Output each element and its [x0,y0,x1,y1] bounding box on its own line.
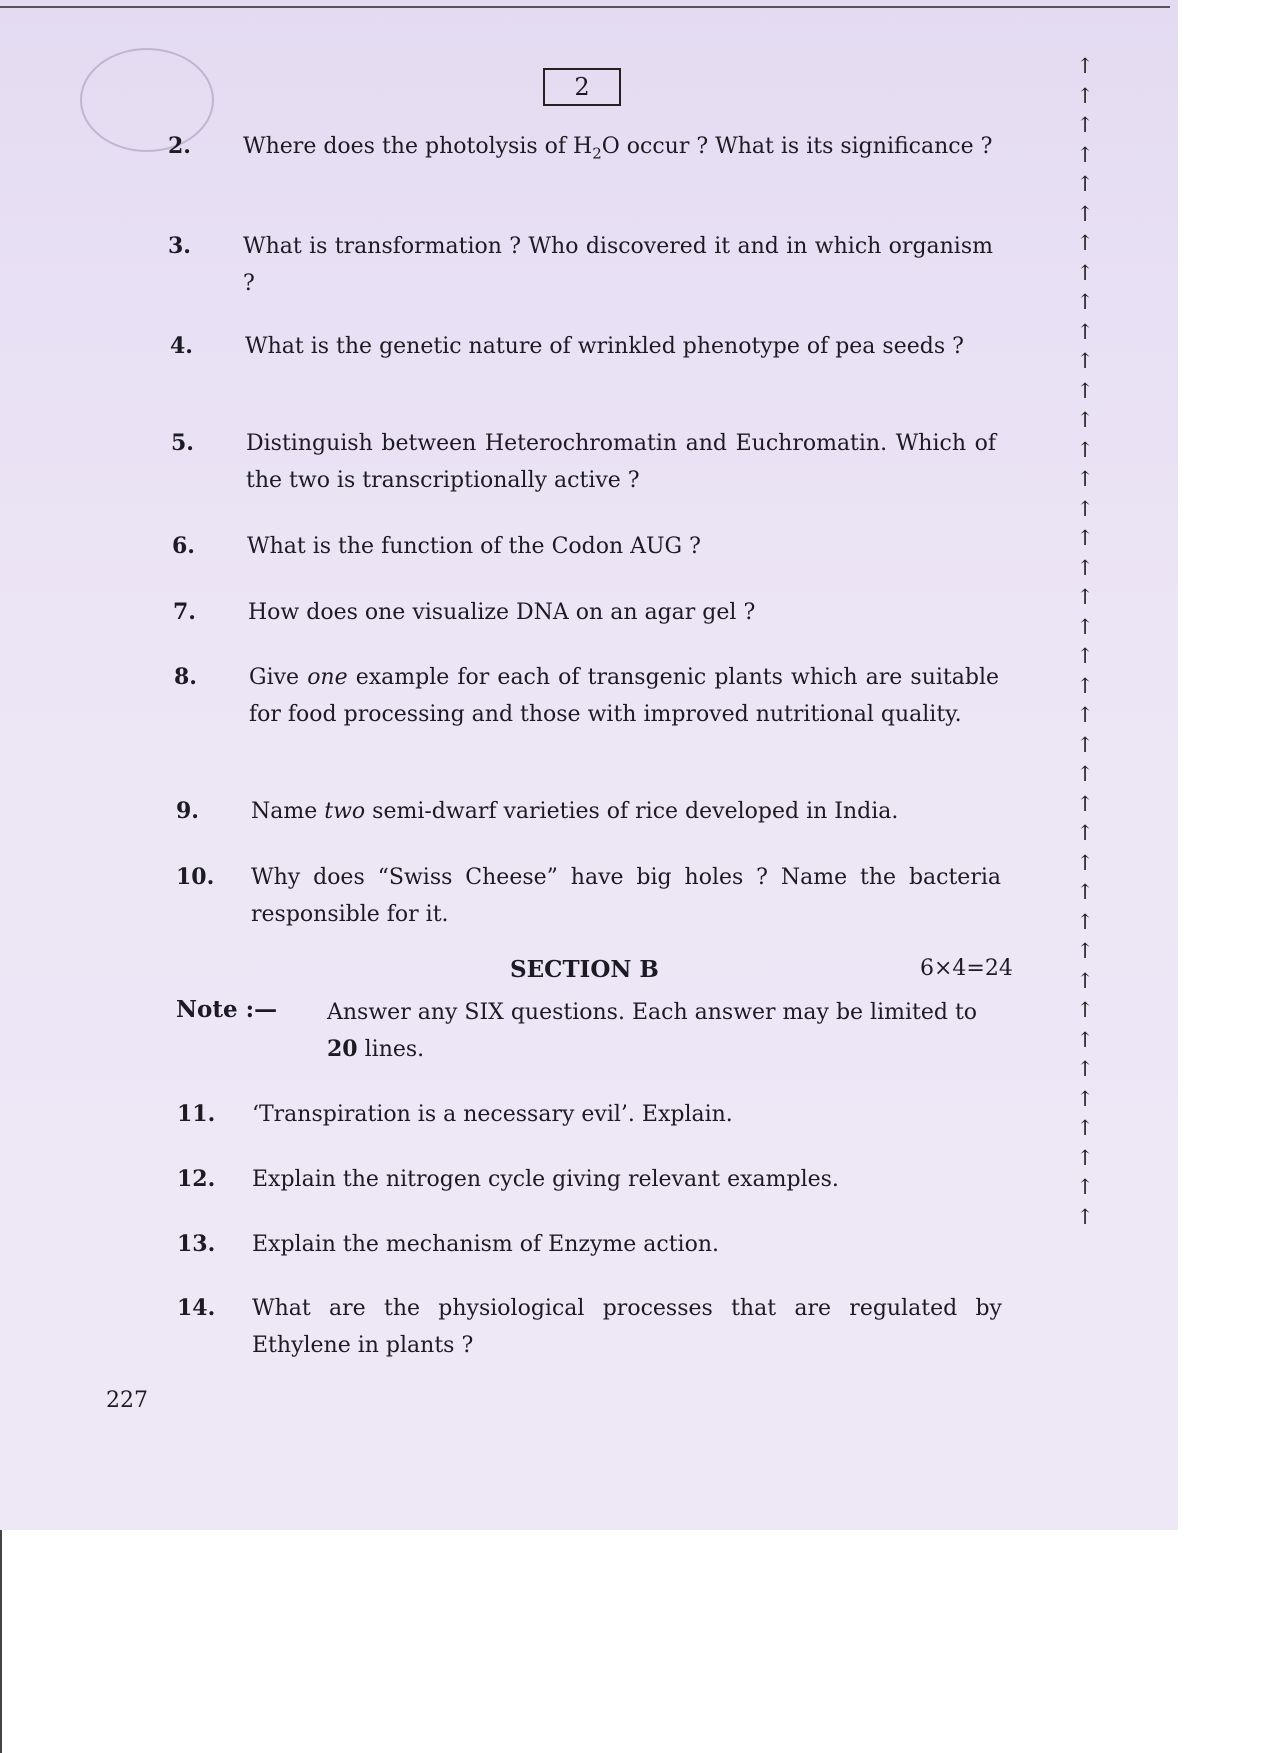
margin-arrow-icon: ↑ [1076,290,1094,314]
question-number: 3. [168,233,191,259]
margin-arrow-icon: ↑ [1076,1086,1094,1111]
question-number: 6. [172,533,195,559]
margin-arrow-icon: ↑ [1076,703,1094,727]
section-b-heading: SECTION B [510,956,659,983]
margin-arrow-icon: ↑ [1076,673,1094,698]
question-number: 10. [176,864,215,890]
question-text: What is the function of the Codon AUG ? [247,534,701,559]
question-number: 4. [170,333,193,359]
question-number: 14. [177,1295,216,1321]
margin-arrow-icon: ↑ [1076,585,1094,609]
question-text: Name two semi-dwarf varieties of rice developed in India. [251,799,899,824]
margin-arrow-icon: ↑ [1076,319,1094,344]
scan-top-edge [0,6,1170,8]
question-text: What are the physiological processes that are regulated by Ethylene in plants ? [252,1296,1002,1358]
margin-arrow-icon: ↑ [1076,762,1094,786]
question-number: 2. [168,133,191,159]
margin-arrow-icon: ↑ [1076,998,1094,1022]
question-number: 13. [177,1231,216,1257]
question-text: Where does the photolysis of $H_2O$ occur ? What is its significance ? [243,134,993,163]
margin-arrow-icon: ↑ [1076,644,1094,668]
question-text: Explain the mechanism of Enzyme action. [252,1232,719,1257]
margin-arrow-icon: ↑ [1076,1057,1094,1081]
margin-arrow-icon: ↑ [1076,614,1094,639]
note-text: Answer any SIX questions. Each answer may be limited to 20 lines. [327,1000,978,1062]
margin-arrow-icon: ↑ [1076,83,1094,108]
margin-arrow-icon: ↑ [1076,1116,1094,1140]
question-number: 9. [176,798,199,824]
margin-arrow-icon: ↑ [1076,909,1094,934]
margin-arrow-icon: ↑ [1076,260,1094,285]
margin-arrow-icon: ↑ [1076,172,1094,196]
margin-arrow-icon: ↑ [1076,526,1094,550]
margin-arrow-column [1075,52,1095,1232]
margin-arrow-icon: ↑ [1076,939,1094,963]
question-text: Why does “Swiss Cheese” have big holes ? Name the bacteria responsible for it. [251,865,1001,927]
page-number-box: 2 [543,68,621,106]
question-number: 5. [171,430,194,456]
question-text: What is transformation ? Who discovered it and in which organism ? [243,234,993,296]
question-text: How does one visualize DNA on an agar gel ? [248,600,756,625]
margin-arrow-icon: ↑ [1076,555,1094,580]
question-text: Distinguish between Heterochromatin and Euchromatin. Which of the two is transcriptionally active ? [246,431,996,493]
faint-stamp-mark [80,48,214,152]
margin-arrow-icon: ↑ [1076,467,1094,491]
margin-arrow-icon: ↑ [1076,496,1094,521]
margin-arrow-icon: ↑ [1076,1027,1094,1052]
margin-arrow-icon: ↑ [1076,732,1094,757]
margin-arrow-icon: ↑ [1076,1145,1094,1170]
margin-arrow-icon: ↑ [1076,968,1094,993]
margin-arrow-icon: ↑ [1076,1175,1094,1199]
question-number: 11. [177,1101,216,1127]
margin-arrow-icon: ↑ [1076,821,1094,845]
margin-arrow-icon: ↑ [1076,142,1094,167]
margin-arrow-icon: ↑ [1076,378,1094,403]
question-text: ‘Transpiration is a necessary evil’. Explain. [252,1102,733,1127]
margin-arrow-icon: ↑ [1076,201,1094,226]
margin-arrow-icon: ↑ [1076,1204,1094,1229]
margin-arrow-icon: ↑ [1076,231,1094,255]
question-number: 8. [174,664,197,690]
question-text: Explain the nitrogen cycle giving relevant examples. [252,1167,839,1192]
question-text: Give one example for each of transgenic plants which are suitable for food processing and those with improved nutritional quality. [249,665,1000,727]
question-number: 12. [177,1166,216,1192]
question-text: What is the genetic nature of wrinkled phenotype of pea seeds ? [245,334,964,359]
note-label: Note :— [176,996,278,1023]
page-footer-number: 227 [106,1388,148,1413]
question-number: 7. [173,599,196,625]
margin-arrow-icon: ↑ [1076,791,1094,816]
margin-arrow-icon: ↑ [1076,850,1094,875]
margin-arrow-icon: ↑ [1076,880,1094,904]
margin-arrow-icon: ↑ [1076,437,1094,462]
margin-arrow-icon: ↑ [1076,54,1094,78]
margin-arrow-icon: ↑ [1076,113,1094,137]
section-b-marks: 6×4=24 [920,956,1013,981]
margin-arrow-icon: ↑ [1076,408,1094,432]
margin-arrow-icon: ↑ [1076,349,1094,373]
